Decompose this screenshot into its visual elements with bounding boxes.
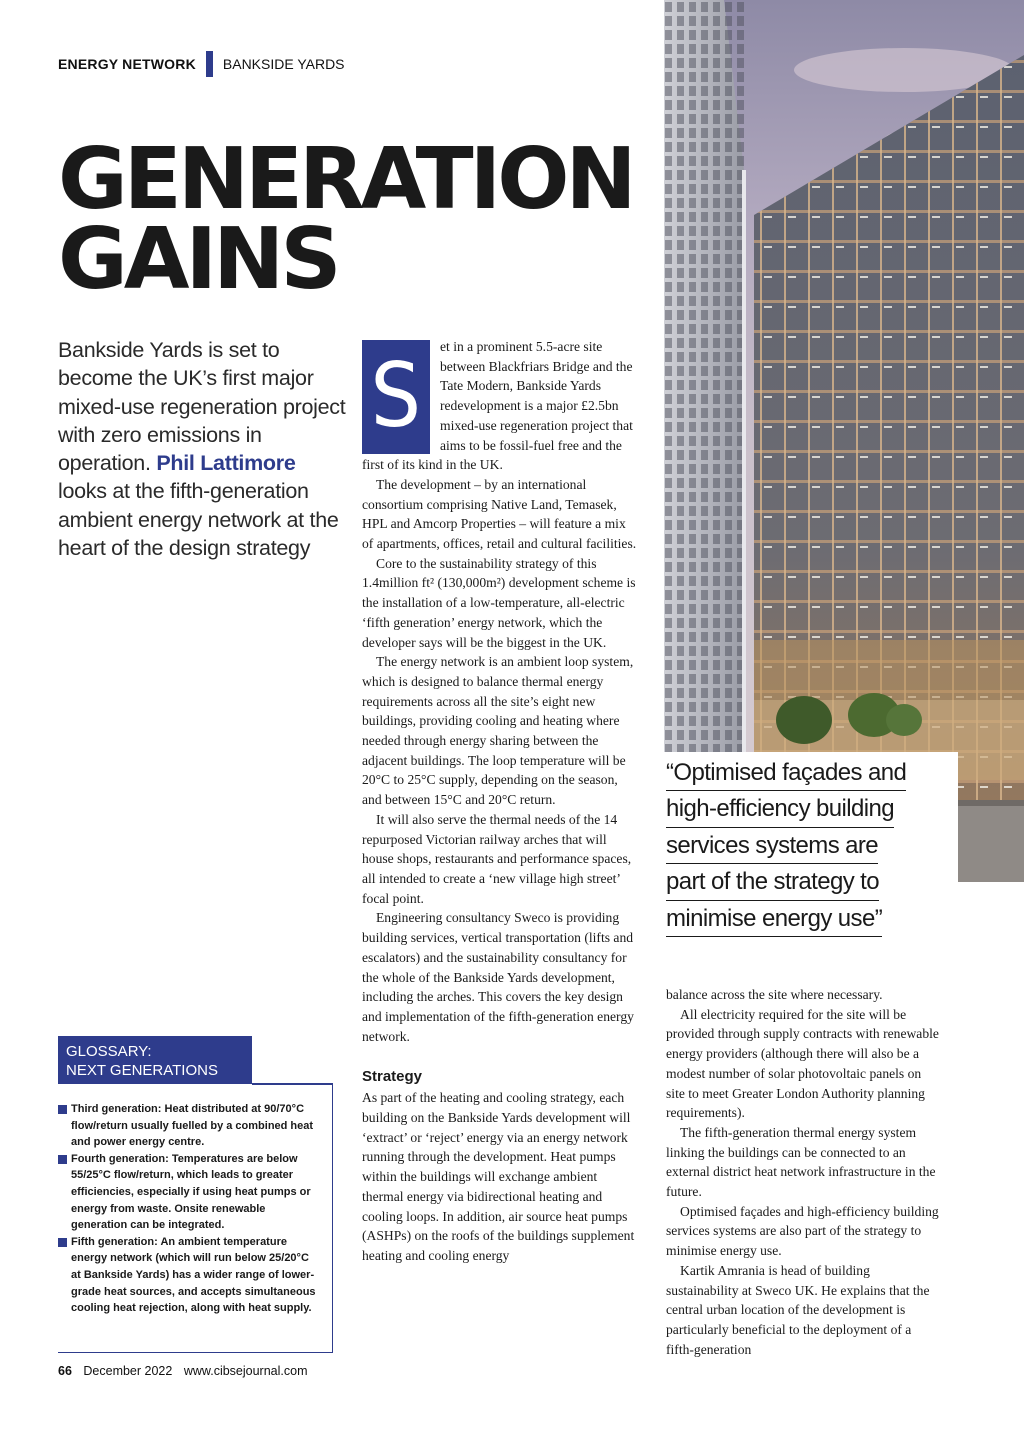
standfirst-text-2: looks at the fifth-generation ambient energy network at the heart of the design strategy: [58, 479, 339, 561]
page-number: 66: [58, 1364, 72, 1378]
glossary-term: Fourth generation:: [71, 1152, 169, 1165]
glossary-border: [252, 1083, 333, 1085]
glossary-heading-line-2: NEXT GENERATIONS: [66, 1062, 218, 1079]
glossary-item: [58, 1101, 320, 1151]
glossary-term: Fifth generation:: [71, 1235, 158, 1248]
article-paragraph: It will also serve the thermal needs of the 14 repurposed Victorian railway arches that will house shops, restaurants and performance spaces, all intended to create a ‘new village high street’ focal point.: [362, 811, 632, 906]
bullet-square-icon: [58, 1105, 67, 1114]
website-url: www.cibsejournal.com: [183, 1364, 308, 1378]
article-paragraph: The energy network is an ambient loop system, which is designed to balance thermal energy requirements across all the site’s eight new buildings, providing cooling and heating where needed through energy sharing between the adjacent buildings. The loop temperature will be 20°C to 25°C supply, depending on the season, and between 15°C and 20°C return.: [362, 654, 634, 808]
headline: [58, 130, 658, 309]
pull-quote-line: part of the strategy to: [666, 864, 879, 900]
glossary-definition: Temperatures are below 55/25°C flow/return, which leads to greater efficiencies, especially if using heat pumps or energy from waste. Onsite renewable generation can be integrated.: [71, 1152, 311, 1232]
article-paragraph: Engineering consultancy Sweco is providing building services, vertical transportation (lifts and escalators) and the sustainability consultancy for the whole of the Bankside Yards development, including the arches. This covers the key design and implementation of the fifth-generation energy network.: [362, 910, 634, 1044]
bullet-square-icon: [58, 1238, 67, 1247]
author-name: Phil Lattimore: [156, 451, 296, 476]
article-paragraph: As part of the heating and cooling strategy, each building on the Bankside Yards development will ‘extract’ or ‘reject’ energy via an energy network running through the development. Heat pumps within the buildings will exchange ambient thermal energy via bidirectional heating and cooling loops. In addition, air source heat pumps (ASHPs) on the roofs of the buildings supplement heating and cooling energy: [362, 1090, 635, 1263]
article-column-1: [362, 337, 640, 1266]
pull-quote-line: high-efficiency building: [666, 791, 894, 827]
building-render-image: [664, 0, 1024, 882]
glossary-definition: Heat distributed at 90/70°C flow/return usually fuelled by a combined heat and power energy centre.: [71, 1103, 314, 1149]
pull-quote: [658, 752, 958, 932]
standfirst: [58, 336, 348, 562]
page-footer: [58, 1364, 308, 1378]
article-paragraph: Kartik Amrania is head of building sustainability at Sweco UK. He explains that the central urban location of the development is particularly beneficial to the deployment of a fifth-generation: [666, 1262, 930, 1357]
standfirst-text: Bankside Yards is set to become the UK’s first major mixed-use regeneration project with zero emissions in operation.: [58, 338, 346, 476]
subheading-strategy: Strategy: [362, 1068, 423, 1086]
bullet-square-icon: [58, 1155, 67, 1164]
glossary-item: [58, 1151, 320, 1234]
article-paragraph: The development – by an international consortium comprising Native Land, Temasek, HPL and Amcorp Properties – will feature a mix of apartments, offices, retail and cultural facilities.: [362, 476, 637, 552]
section-label: ENERGY NETWORK: [58, 56, 196, 72]
article-paragraph: All electricity required for the site will be provided through supply contracts with renewable energy providers (although there will also be a modest number of solar photovoltaic panels on site to meet Greater London Authority planning requirements).: [666, 1006, 939, 1121]
headline-line-2: GAINS: [58, 210, 338, 309]
article-paragraph: The fifth-generation thermal energy system linking the buildings can be connected to an external district heat network infrastructure in the future.: [666, 1124, 936, 1200]
article-paragraph: Optimised façades and high-efficiency building services systems are also part of the strategy to minimise energy use.: [666, 1203, 939, 1259]
article-paragraph: balance across the site where necessary.: [666, 987, 883, 1002]
glossary-heading-line-1: GLOSSARY:: [66, 1043, 152, 1060]
pull-quote-line: “Optimised façades and: [666, 755, 906, 791]
glossary-box: [58, 1083, 333, 1353]
subsection-label: BANKSIDE YARDS: [222, 56, 345, 72]
pull-quote-line: services systems are: [666, 828, 878, 864]
section-header: [58, 50, 345, 78]
section-divider-bar: [206, 51, 213, 77]
glossary-term: Third generation:: [71, 1103, 162, 1115]
glossary-item: [58, 1234, 320, 1317]
article-paragraph: et in a prominent 5.5-acre site between Blackfriars Bridge and the Tate Modern, Bankside Yards redevelopment is a major £2.5bn mixed-use regeneration project that aims to be fossil-fuel free and the first of its kind in the UK.: [362, 339, 633, 473]
glossary-heading: [58, 1036, 252, 1084]
issue-date: December 2022: [83, 1364, 173, 1378]
glossary-definition: An ambient temperature energy network (which will run below 25/20°C at Bankside Yards) has a wider range of lower-grade heat sources, and accepts simultaneous cooling heat rejection, along with heat supply.: [71, 1235, 316, 1315]
glossary-list: [58, 1101, 320, 1317]
headline-line-1: GENERATION: [58, 130, 633, 229]
article-column-2: [666, 985, 941, 1359]
pull-quote-line: minimise energy use”: [666, 901, 882, 937]
article-paragraph: Core to the sustainability strategy of this 1.4million ft² (130,000m²) development scheme is the installation of a low-temperature, all-electric ‘fifth generation’ energy network, which the developer says will be the biggest in the UK.: [362, 555, 636, 650]
dropcap: S: [362, 340, 430, 454]
